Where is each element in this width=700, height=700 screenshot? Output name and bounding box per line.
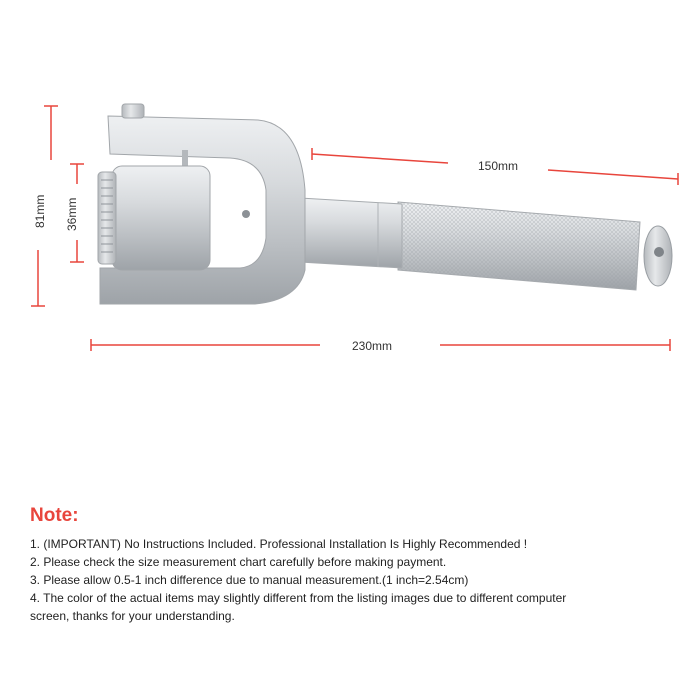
top-screw — [122, 104, 144, 118]
note-item-2: 2. Please check the size measurement chart carefully before making payment. — [30, 555, 447, 569]
note-item-3: 3. Please allow 0.5-1 inch difference due to manual measurement.(1 inch=2.54cm) — [30, 573, 469, 587]
note-title: Note: — [30, 505, 79, 526]
note-item-1: 1. (IMPORTANT) No Instructions Included. Professional Installation Is Highly Recommended ! — [30, 537, 528, 551]
end-cap-hole — [654, 247, 664, 257]
yoke-bolt — [242, 210, 250, 218]
tool-illustration — [98, 104, 672, 304]
shaft — [300, 198, 402, 268]
dim-label-fork-height: 81mm — [33, 194, 47, 228]
roller-thread — [98, 172, 116, 264]
note-item-4: 4. The color of the actual items may slightly different from the listing images due to different computer — [30, 591, 567, 605]
notes-section — [30, 505, 680, 625]
note-item-4-cont: screen, thanks for your understanding. — [30, 609, 235, 623]
dim-label-wheel-height: 36mm — [65, 197, 79, 231]
roller-wheel — [112, 166, 210, 270]
dim-label-total: 230mm — [352, 339, 393, 353]
dim-label-handle: 150mm — [478, 159, 519, 173]
